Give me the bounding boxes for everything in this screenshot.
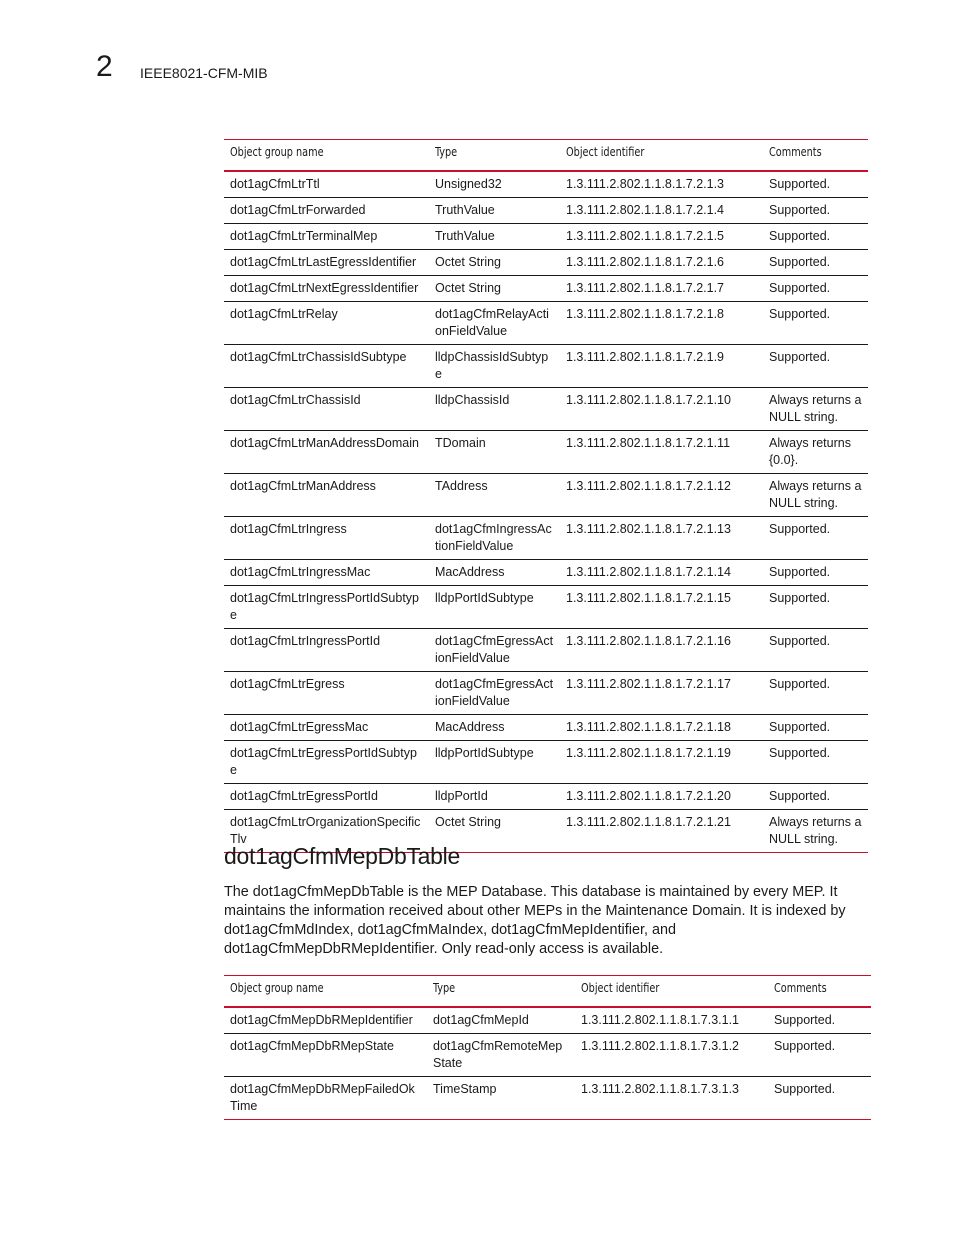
object-identifier-cell: 1.3.111.2.802.1.1.8.1.7.2.1.17: [560, 672, 763, 715]
column-header: Type: [429, 140, 560, 172]
table-row: [224, 388, 868, 431]
comments-cell: Always returns {0.0}.: [763, 431, 868, 474]
object-group-name-cell: dot1agCfmLtrIngressPortId: [224, 629, 429, 672]
comments-cell: Always returns a NULL string.: [763, 474, 868, 517]
comments-cell: Always returns a NULL string.: [763, 388, 868, 431]
table-row: [224, 784, 868, 810]
type-cell: dot1agCfmRemoteMepState: [427, 1034, 575, 1077]
object-identifier-cell: 1.3.111.2.802.1.1.8.1.7.2.1.6: [560, 250, 763, 276]
type-cell: TAddress: [429, 474, 560, 517]
table-row: [224, 474, 868, 517]
object-group-name-cell: dot1agCfmMepDbRMepState: [224, 1034, 427, 1077]
column-header: Object identifier: [560, 140, 763, 172]
object-group-name-cell: dot1agCfmLtrEgressPortId: [224, 784, 429, 810]
table-row: [224, 741, 868, 784]
table-row: [224, 345, 868, 388]
type-cell: lldpPortId: [429, 784, 560, 810]
object-identifier-cell: 1.3.111.2.802.1.1.8.1.7.2.1.21: [560, 810, 763, 853]
object-group-name-cell: dot1agCfmLtrForwarded: [224, 198, 429, 224]
object-group-name-cell: dot1agCfmLtrManAddressDomain: [224, 431, 429, 474]
type-cell: Unsigned32: [429, 171, 560, 198]
table-row: [224, 276, 868, 302]
comments-cell: Supported.: [763, 302, 868, 345]
comments-cell: Supported.: [763, 672, 868, 715]
type-cell: TimeStamp: [427, 1077, 575, 1120]
object-identifier-cell: 1.3.111.2.802.1.1.8.1.7.2.1.4: [560, 198, 763, 224]
comments-cell: Supported.: [763, 276, 868, 302]
section-heading: dot1agCfmMepDbTable: [224, 843, 460, 869]
table-row: [224, 1007, 871, 1034]
table-row: [224, 560, 868, 586]
comments-cell: Supported.: [763, 560, 868, 586]
object-group-name-cell: dot1agCfmLtrChassisId: [224, 388, 429, 431]
object-identifier-cell: 1.3.111.2.802.1.1.8.1.7.2.1.14: [560, 560, 763, 586]
type-cell: TruthValue: [429, 224, 560, 250]
type-cell: MacAddress: [429, 560, 560, 586]
column-header: Type: [427, 976, 575, 1008]
object-identifier-cell: 1.3.111.2.802.1.1.8.1.7.2.1.11: [560, 431, 763, 474]
chapter-title: IEEE8021-CFM-MIB: [140, 65, 268, 81]
object-identifier-cell: 1.3.111.2.802.1.1.8.1.7.2.1.12: [560, 474, 763, 517]
table-row: [224, 250, 868, 276]
comments-cell: Always returns a NULL string.: [763, 810, 868, 853]
comments-cell: Supported.: [763, 345, 868, 388]
table-row: [224, 517, 868, 560]
column-header: Object identifier: [575, 976, 768, 1008]
object-identifier-cell: 1.3.111.2.802.1.1.8.1.7.2.1.8: [560, 302, 763, 345]
object-group-name-cell: dot1agCfmMepDbRMepFailedOkTime: [224, 1077, 427, 1120]
comments-cell: Supported.: [763, 250, 868, 276]
object-identifier-cell: 1.3.111.2.802.1.1.8.1.7.2.1.19: [560, 741, 763, 784]
object-group-name-cell: dot1agCfmLtrIngressPortIdSubtype: [224, 586, 429, 629]
object-group-name-cell: dot1agCfmLtrEgress: [224, 672, 429, 715]
type-cell: dot1agCfmEgressActionFieldValue: [429, 629, 560, 672]
object-identifier-cell: 1.3.111.2.802.1.1.8.1.7.3.1.3: [575, 1077, 768, 1120]
comments-cell: Supported.: [763, 784, 868, 810]
object-group-name-cell: dot1agCfmLtrTtl: [224, 171, 429, 198]
comments-cell: Supported.: [768, 1034, 871, 1077]
comments-cell: Supported.: [763, 629, 868, 672]
object-identifier-cell: 1.3.111.2.802.1.1.8.1.7.3.1.1: [575, 1007, 768, 1034]
type-cell: Octet String: [429, 810, 560, 853]
table-row: [224, 198, 868, 224]
table-row: [224, 1077, 871, 1120]
chapter-number: 2: [96, 50, 113, 83]
type-cell: dot1agCfmRelayActionFieldValue: [429, 302, 560, 345]
table-body: [224, 171, 868, 853]
table-header-row: [224, 976, 871, 1008]
table-body: [224, 1007, 871, 1120]
table-row: [224, 629, 868, 672]
object-identifier-cell: 1.3.111.2.802.1.1.8.1.7.2.1.10: [560, 388, 763, 431]
table-row: [224, 224, 868, 250]
table-row: [224, 586, 868, 629]
object-identifier-cell: 1.3.111.2.802.1.1.8.1.7.2.1.7: [560, 276, 763, 302]
type-cell: TruthValue: [429, 198, 560, 224]
type-cell: Octet String: [429, 250, 560, 276]
object-identifier-cell: 1.3.111.2.802.1.1.8.1.7.2.1.20: [560, 784, 763, 810]
object-identifier-cell: 1.3.111.2.802.1.1.8.1.7.2.1.3: [560, 171, 763, 198]
object-group-name-cell: dot1agCfmLtrRelay: [224, 302, 429, 345]
comments-cell: Supported.: [763, 586, 868, 629]
type-cell: TDomain: [429, 431, 560, 474]
object-group-name-cell: dot1agCfmLtrIngress: [224, 517, 429, 560]
object-identifier-cell: 1.3.111.2.802.1.1.8.1.7.2.1.15: [560, 586, 763, 629]
table-row: [224, 715, 868, 741]
comments-cell: Supported.: [763, 741, 868, 784]
table-row: [224, 1034, 871, 1077]
ltr-objects-table: [224, 139, 868, 853]
section-paragraph: The dot1agCfmMepDbTable is the MEP Database. This database is maintained by every MEP. It maintains the information received about other MEPs in the Maintenance Domain. It is indexed by dot1agCfmMdIndex, dot1agCfmMaIndex, dot1agCfmMepIdentifier, and dot1agCfmMepDbRMepIdentifier. Only read-only access is available.: [224, 884, 846, 957]
object-identifier-cell: 1.3.111.2.802.1.1.8.1.7.2.1.18: [560, 715, 763, 741]
object-group-name-cell: dot1agCfmLtrLastEgressIdentifier: [224, 250, 429, 276]
object-group-name-cell: dot1agCfmLtrChassisIdSubtype: [224, 345, 429, 388]
object-group-name-cell: dot1agCfmLtrIngressMac: [224, 560, 429, 586]
table-row: [224, 672, 868, 715]
table-row: [224, 302, 868, 345]
object-group-name-cell: dot1agCfmLtrNextEgressIdentifier: [224, 276, 429, 302]
type-cell: dot1agCfmMepId: [427, 1007, 575, 1034]
object-group-name-cell: dot1agCfmLtrEgressMac: [224, 715, 429, 741]
type-cell: lldpPortIdSubtype: [429, 741, 560, 784]
type-cell: lldpChassisIdSubtype: [429, 345, 560, 388]
column-header: Comments: [763, 140, 868, 172]
type-cell: MacAddress: [429, 715, 560, 741]
mepdb-objects-table: [224, 975, 871, 1120]
object-identifier-cell: 1.3.111.2.802.1.1.8.1.7.2.1.16: [560, 629, 763, 672]
column-header: Object group name: [224, 976, 427, 1008]
table-row: [224, 171, 868, 198]
table-row: [224, 431, 868, 474]
column-header: Comments: [768, 976, 871, 1008]
comments-cell: Supported.: [763, 517, 868, 560]
object-group-name-cell: dot1agCfmMepDbRMepIdentifier: [224, 1007, 427, 1034]
type-cell: lldpPortIdSubtype: [429, 586, 560, 629]
object-identifier-cell: 1.3.111.2.802.1.1.8.1.7.2.1.5: [560, 224, 763, 250]
object-identifier-cell: 1.3.111.2.802.1.1.8.1.7.2.1.13: [560, 517, 763, 560]
object-group-name-cell: dot1agCfmLtrTerminalMep: [224, 224, 429, 250]
comments-cell: Supported.: [763, 171, 868, 198]
comments-cell: Supported.: [763, 224, 868, 250]
comments-cell: Supported.: [763, 715, 868, 741]
object-group-name-cell: dot1agCfmLtrOrganizationSpecificTlv: [224, 810, 429, 853]
comments-cell: Supported.: [763, 198, 868, 224]
table-header-row: [224, 140, 868, 172]
type-cell: Octet String: [429, 276, 560, 302]
comments-cell: Supported.: [768, 1007, 871, 1034]
type-cell: lldpChassisId: [429, 388, 560, 431]
type-cell: dot1agCfmEgressActionFieldValue: [429, 672, 560, 715]
type-cell: dot1agCfmIngressActionFieldValue: [429, 517, 560, 560]
column-header: Object group name: [224, 140, 429, 172]
comments-cell: Supported.: [768, 1077, 871, 1120]
object-identifier-cell: 1.3.111.2.802.1.1.8.1.7.3.1.2: [575, 1034, 768, 1077]
object-group-name-cell: dot1agCfmLtrEgressPortIdSubtype: [224, 741, 429, 784]
object-identifier-cell: 1.3.111.2.802.1.1.8.1.7.2.1.9: [560, 345, 763, 388]
object-group-name-cell: dot1agCfmLtrManAddress: [224, 474, 429, 517]
